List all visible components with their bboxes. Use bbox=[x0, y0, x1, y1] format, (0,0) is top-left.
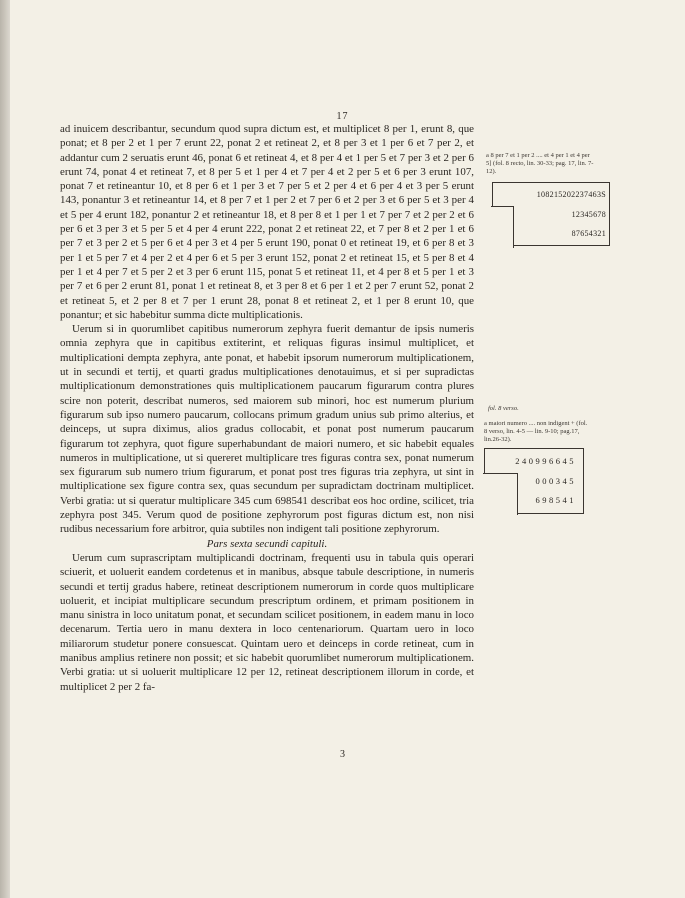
main-text-column bbox=[60, 122, 474, 694]
page-number-bottom: 3 bbox=[340, 749, 345, 760]
margin-note-2: a maiori numero .... non indigent + (fol. 8 verso, lin. 4-5 — lin. 9-10; pag.17, lin.26-32). bbox=[484, 420, 588, 443]
box-row-factor-2: 87654321 bbox=[571, 229, 606, 238]
page-number-top: 17 bbox=[336, 111, 349, 122]
box-row-factor-1: 12345678 bbox=[571, 210, 606, 219]
box-row-factor-2: 698541 bbox=[535, 495, 576, 505]
margin-folio-ref: fol. 8 verso. bbox=[488, 405, 519, 412]
page-gutter-shadow bbox=[0, 0, 10, 898]
paragraph-2: Uerum si in quorumlibet capitibus numerorum zephyra fuerit demantur de ipsis numeris omnia zephyra que in capitibus extiterint, et reliquas figuras insimul multiplicet, et multiplicationi dempta zephyra, ante ponat, et habebit ipsorum numerorum multiplicationem, ut in secundi et tertij, et quarti gradus multiplicationes denotauimus, et si per supradictas multiplicationum demonstrationes quis multiplicationem paucarum figurarum contra plures scire non poterit, describat numeros, sed maiorem sub minori, hoc est numerum plurium figurarum sub ipso numero paucarum, collocans primum gradum unius sub primo alterius, et deinceps, ut supra diximus, alios gradus collocabit, et ponat post numerum paucarum figurarum tot zephyra, quot figure superhabundant de maiori numero, et sic habebit equales numeros in multiplicatione, ut si quereret multiplicare tres figuras contra sex, ponat numerum sex figurarum sub numero trium figurarum, et ponat post tres figuras tria zephyra, ut sint in multiplicatione sex figure contra sex, quas secundum per supradictam doctrinam multiplicet. Verbi gratia: ut si queratur multiplicare 345 cum 698541 describat eos hoc ordine, scilicet, tria zephyra post 345. Verum quod de positione zephyrorum post figuras dictum est, non nisi rudibus necessarium fore arbitror, quia subtiles non indigent tali positione zephyrorum. bbox=[60, 323, 474, 536]
multiplication-box-1 bbox=[492, 182, 610, 246]
box-row-factor-1: 000345 bbox=[535, 476, 576, 486]
box-row-product: 240996645 bbox=[515, 456, 576, 466]
margin-note-1: a 8 per 7 et 1 per 2 .... et 4 per 1 et 4 per 5] (fol. 8 recto, lin. 30-33; pag. 17, lin. 7-12). bbox=[486, 152, 594, 175]
multiplication-box-2 bbox=[484, 448, 594, 514]
box-row-product: 108215202237463S bbox=[536, 190, 606, 199]
paragraph-3: Uerum cum suprascriptam multiplicandi doctrinam, frequenti usu in tabula quis operari sciuerit, et uoluerit eandem cordetenus et in manibus, absque tabule descriptione, in numeris secundi et tertij gradus habere, retineat descriptionem numerorum in corde quos multiplicare uoluerit, et incipiat multiplicare secundum prescriptum ordinem, et primam positionem in manu sinistra in loco unitatum ponat, et secundam scilicet positionem, in eadem manu in loco decenarum. Tertia uero in manu dextera in loco centenariorum. Quartam uero in loco miliarorum studetur ponere consuescat. Quintam uero et deinceps in corde retineat, cum in manibus amplius retinere non possit; et sic habebit quorumlibet numerorum multiplicationem. Verbi gratia: ut si uoluerit multiplicare 12 per 12, retineat descriptionem illorum in corde, et multiplicet 2 per 2 fa- bbox=[60, 551, 474, 693]
section-heading: Pars sexta secundi capituli. bbox=[206, 537, 328, 550]
paragraph-1: ad inuicem describantur, secundum quod supra dictum est, et multiplicet 8 per 1, erunt 8, que ponat; et 8 per 2 et 1 per 7 erunt 22, ponat 2 et retineat 2, et 8 per 3 et 1 per 6 et 7 per 2, et addantur cum 2 seruatis erunt 46, ponat 6 et retineat 4, et 8 per 4 et 1 per 5 et 7 per 3 et 2 per 6 erunt 74, ponat 4 et retineat 7, et 8 per 5 et 1 per 4 et 7 per 4 et 2 per 5 et 6 per 3 erunt 107, ponat 7 et retineantur 10, et 8 per 6 et 1 per 3 et 7 per 5 et 2 per 4 et 6 per 4 et 3 per 5 erunt 143, ponantur 3 et retineantur 14, et 8 per 7 et 1 per 2 et 7 per 6 et 2 per 3 et 6 per 5 et 3 per 4 et 5 per 4 erunt 182, ponantur 2 et retineantur 18, et 8 per 8 et 1 per 1 et 7 per 7 et 2 per 2 et 6 per 6 et 3 per 3 et 5 per 5 et 4 per 4 erunt 222, ponat 2 et retineat 22, et 7 per 8 et 2 per 1 et 6 per 7 et 3 per 2 et 5 per 6 et 4 per 3 et 4 per 5 erunt 190, ponat 0 et retineat 19, et 6 per 8 et 3 per 1 et 5 per 7 et 4 per 2 et 4 per 6 et 5 per 3 erunt 152, ponat 2 et retineat 15, et 5 per 8 et 4 per 1 et 4 per 7 et 5 per 2 et 3 per 6 erunt 115, ponat 5 et retineat 11, et 4 per 8 et 5 per 1 et 3 per 7 et 6 per 2 erunt 81, ponat 1 et retineat 8, et 3 per 8 et 6 per 1 et 2 per 7 erunt 52, ponat 2 et retineat 5, et 2 per 8 et 7 per 1 erunt 28, ponat 8 et retineat 2, et 1 per 8 erunt 10, que ponantur; et sic habebitur summa dicte multiplicationis. bbox=[60, 123, 474, 321]
